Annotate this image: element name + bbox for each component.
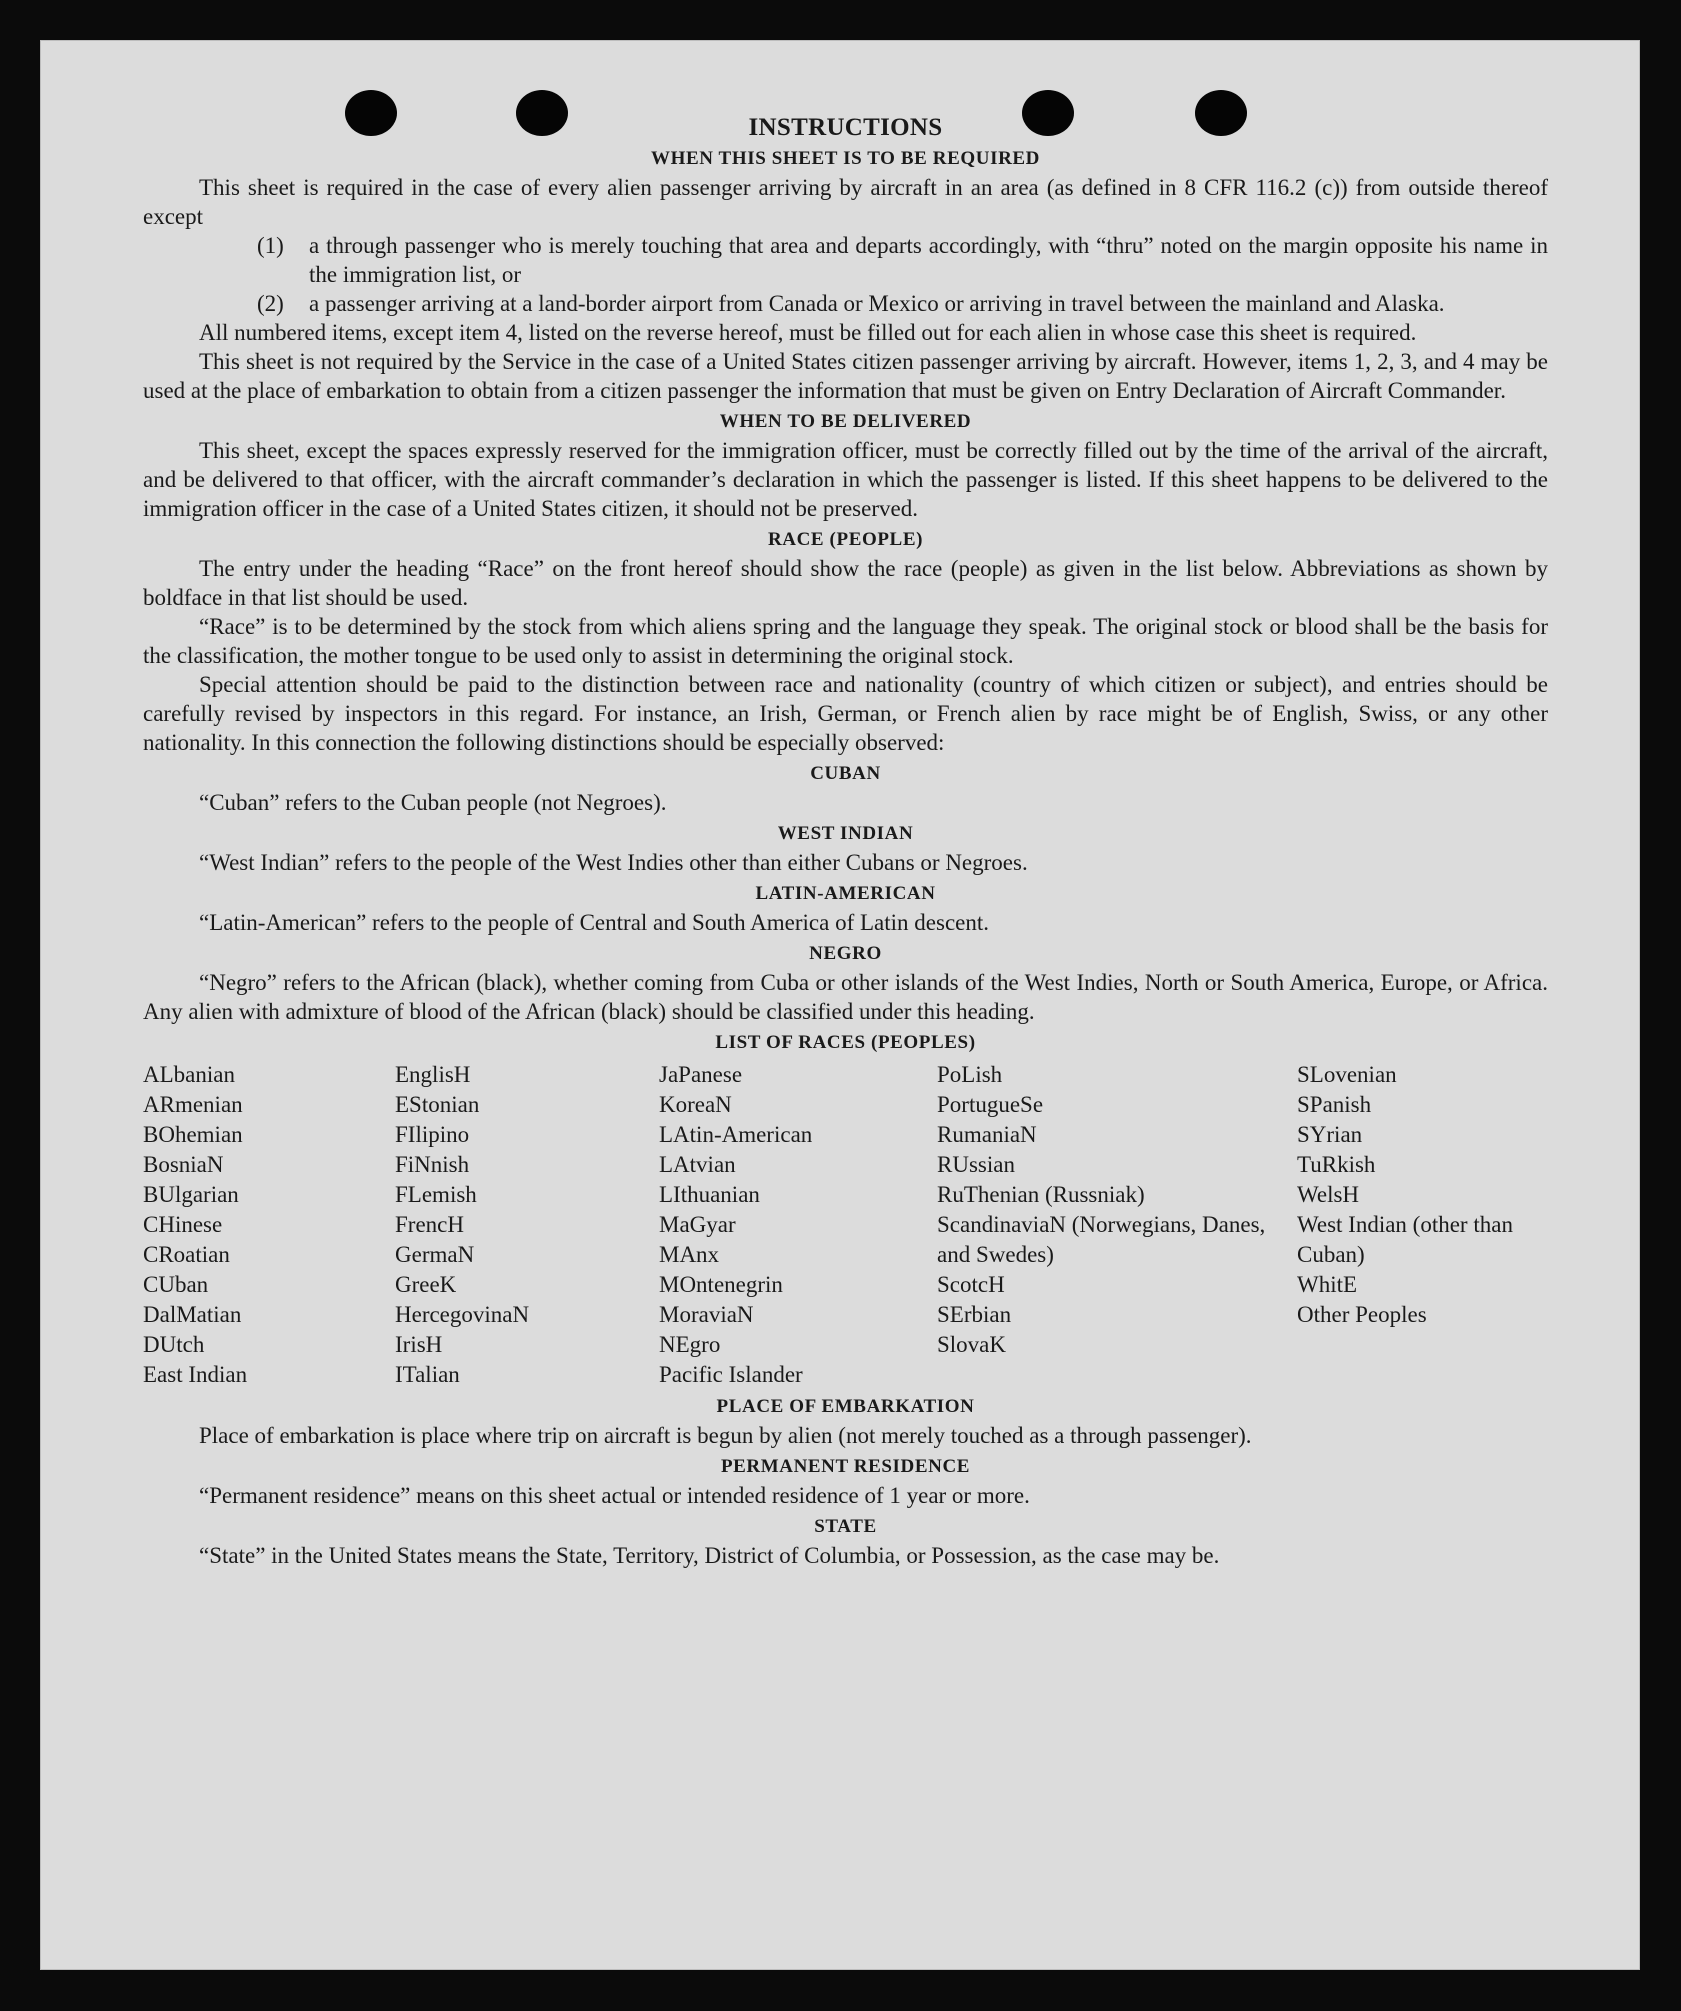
section-heading-delivered: WHEN TO BE DELIVERED (719, 411, 972, 432)
list-number: (2) (257, 291, 284, 316)
race-item: ARmenian (143, 1092, 243, 1117)
race-item: PoLish (937, 1062, 1003, 1087)
race-item: CRoatian (143, 1242, 230, 1267)
paragraph: This sheet, except the spaces expressly reserved for the immigration officer, must be correctly filled out by the time of the arrival of the aircraft, and be delivered to that officer, with the aircraft commander’s declaration in which the passenger is listed. If this sheet happens to be delivered to the immigration officer in the case of a United States citizen, it should not be preserved. (143, 438, 1548, 521)
race-item: EnglisH (395, 1062, 471, 1087)
paragraph: This sheet is required in the case of every alien passenger arriving by aircraft in an area (as defined in 8 CFR 116.2 (c)) from outside thereof except (143, 175, 1548, 229)
race-item: SErbian (937, 1302, 1012, 1327)
section-heading-embarkation: PLACE OF EMBARKATION (716, 1396, 975, 1417)
race-item: HercegovinaN (395, 1302, 530, 1327)
list-text: a passenger arriving at a land-border airport from Canada or Mexico or arriving in travel between the mainland and Alaska. (309, 291, 1445, 316)
race-item: SlovaK (937, 1332, 1006, 1357)
races-column (1297, 1060, 1548, 1390)
races-list (143, 1060, 1548, 1390)
race-item: RUssian (937, 1152, 1015, 1177)
race-item: LIthuanian (659, 1182, 760, 1207)
race-item: West Indian (other than Cuban) (1297, 1212, 1513, 1267)
paragraph: “Permanent residence” means on this sheet actual or intended residence of 1 year or more. (199, 1483, 1030, 1508)
races-column (143, 1060, 395, 1390)
race-item: ALbanian (143, 1062, 235, 1087)
race-item: IrisH (395, 1332, 443, 1357)
list-number: (1) (257, 233, 284, 258)
races-column (659, 1060, 937, 1390)
race-item: ScotcH (937, 1272, 1005, 1297)
race-item: WelsH (1297, 1182, 1360, 1207)
race-item: DalMatian (143, 1302, 242, 1327)
race-item: MAnx (659, 1242, 720, 1267)
race-item: BOhemian (143, 1122, 243, 1147)
paragraph: All numbered items, except item 4, listed on the reverse hereof, must be filled out for each alien in whose case this sheet is required. (199, 320, 1417, 345)
race-item: SLovenian (1297, 1062, 1397, 1087)
race-item: East Indian (143, 1362, 248, 1387)
section-heading-latin-american: LATIN-AMERICAN (755, 883, 936, 904)
race-item: LAtvian (659, 1152, 736, 1177)
race-item: Other Peoples (1297, 1302, 1427, 1327)
race-item: GreeK (395, 1272, 457, 1297)
paragraph: Place of embarkation is place where trip on aircraft is begun by alien (not merely touched as a through passenger). (199, 1423, 1252, 1448)
paragraph: “Latin-American” refers to the people of Central and South America of Latin descent. (199, 910, 989, 935)
race-item: WhitE (1297, 1272, 1358, 1297)
list-item (257, 289, 1548, 318)
race-item: GermaN (395, 1242, 475, 1267)
section-heading-negro: NEGRO (809, 943, 882, 964)
paragraph: “Race” is to be determined by the stock from which aliens spring and the language they speak. The original stock or blood shall be the basis for the classification, the mother tongue to be used only to assist in determining the original stock. (143, 614, 1548, 668)
race-item: DUtch (143, 1332, 205, 1357)
race-item: Pacific Islander (659, 1362, 803, 1387)
paragraph: “Cuban” refers to the Cuban people (not Negroes). (199, 790, 667, 815)
race-item: FrencH (395, 1212, 464, 1237)
race-item: RumaniaN (937, 1122, 1037, 1147)
race-item: CUban (143, 1272, 209, 1297)
race-item: PortugueSe (937, 1092, 1044, 1117)
race-item: FIlipino (395, 1122, 470, 1147)
race-item: MaGyar (659, 1212, 736, 1237)
section-heading-cuban: CUBAN (810, 763, 881, 784)
race-item: LAtin-American (659, 1122, 813, 1147)
race-item: KoreaN (659, 1092, 732, 1117)
page-title: INSTRUCTIONS (748, 114, 943, 141)
section-heading-west-indian: WEST INDIAN (777, 823, 914, 844)
instructions-content (143, 114, 1548, 1570)
list-item (257, 231, 1548, 289)
race-item: BUlgarian (143, 1182, 239, 1207)
race-item: BosniaN (143, 1152, 224, 1177)
race-item: SYrian (1297, 1122, 1363, 1147)
section-heading-state: STATE (814, 1516, 877, 1537)
race-item: ITalian (395, 1362, 460, 1387)
section-heading-required: WHEN THIS SHEET IS TO BE REQUIRED (650, 148, 1041, 169)
section-heading-races-list: LIST OF RACES (PEOPLES) (715, 1032, 976, 1053)
race-item: NEgro (659, 1332, 721, 1357)
paragraph: “Negro” refers to the African (black), whether coming from Cuba or other islands of the West Indies, North or South America, Europe, or Africa. Any alien with admixture of blood of the African (black) should be classified under this heading. (143, 970, 1548, 1024)
paragraph: The entry under the heading “Race” on the front hereof should show the race (people) as given in the list below. Abbreviations as shown by boldface in that list should be used. (143, 556, 1548, 610)
race-item: FLemish (395, 1182, 477, 1207)
race-item: FiNnish (395, 1152, 470, 1177)
race-item: RuThenian (Russniak) (937, 1182, 1145, 1207)
section-heading-race: RACE (PEOPLE) (767, 529, 924, 550)
paragraph: This sheet is not required by the Service in the case of a United States citizen passenger arriving by aircraft. However, items 1, 2, 3, and 4 may be used at the place of embarkation to obtain from a citizen passenger the information that must be given on Entry Declaration of Aircraft Commander. (143, 349, 1548, 403)
race-item: EStonian (395, 1092, 480, 1117)
list-text: a through passenger who is merely touching that area and departs accordingly, with “thru” noted on the margin opposite his name in the immigration list, or (309, 233, 1548, 287)
race-item: JaPanese (659, 1062, 743, 1087)
race-item: MOntenegrin (659, 1272, 783, 1297)
races-column (937, 1060, 1297, 1390)
section-heading-permanent-residence: PERMANENT RESIDENCE (720, 1456, 971, 1477)
race-item: ScandinaviaN (Norwegians, Danes, and Swedes) (937, 1212, 1266, 1267)
document-sheet (40, 40, 1640, 1970)
races-column (395, 1060, 659, 1390)
race-item: SPanish (1297, 1092, 1372, 1117)
paragraph: “State” in the United States means the State, Territory, District of Columbia, or Possession, as the case may be. (199, 1543, 1220, 1568)
paragraph: “West Indian” refers to the people of the West Indies other than either Cubans or Negroes. (199, 850, 1028, 875)
race-item: CHinese (143, 1212, 223, 1237)
paragraph: Special attention should be paid to the distinction between race and nationality (country of which citizen or subject), and entries should be carefully revised by inspectors in this regard. For instance, an Irish, German, or French alien by race might be of English, Swiss, or any other nationality. In this connection the following distinctions should be especially observed: (143, 672, 1548, 755)
race-item: TuRkish (1297, 1152, 1376, 1177)
race-item: MoraviaN (659, 1302, 754, 1327)
